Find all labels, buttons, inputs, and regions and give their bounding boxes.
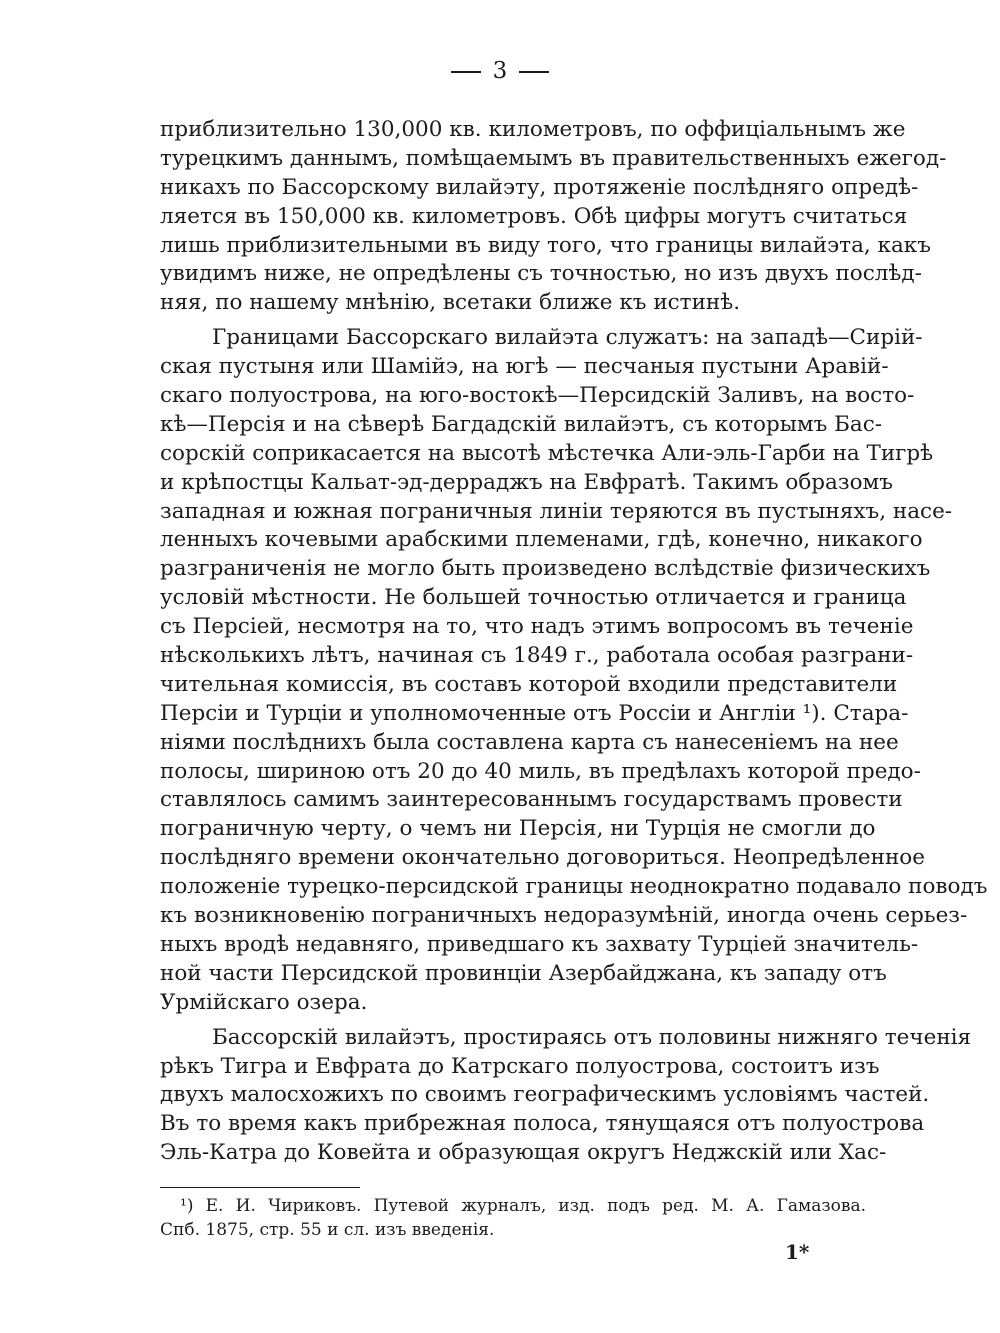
text-line: съ Персіей, несмотря на то, что надъ этимъ вопросомъ въ теченіе [160, 614, 914, 640]
text-line: приблизительно 130,000 кв. километровъ, по оффиціальнымъ же [160, 117, 906, 142]
text-line: скаго полуострова, на юго-востокѣ—Персидскій Заливъ, на восто- [160, 383, 915, 409]
page-header [0, 58, 1000, 84]
footnote-line: Спб. 1875, стр. 55 и сл. изъ введенія. [160, 1220, 495, 1240]
text-line: кѣ—Персія и на сѣверѣ Багдадскій вилайэтъ, съ которымъ Бас- [160, 411, 883, 437]
paragraph-1 [160, 116, 947, 318]
footnotes [160, 1194, 866, 1242]
text-line: ныхъ вродѣ недавняго, приведшаго къ захвату Турціей значитель- [160, 931, 919, 957]
text-line: турецкимъ даннымъ, помѣщаемымъ въ правительственныхъ ежегод- [160, 145, 947, 171]
text-line: Персіи и Турціи и уполномоченные отъ Россіи и Англіи ¹). Стара- [160, 700, 909, 726]
text-line: чительная комиссія, въ составъ которой входили представители [160, 671, 898, 697]
text-line: ніями послѣднихъ была составлена карта съ нанесеніемъ на нее [160, 729, 899, 755]
text-line: Въ то время какъ прибрежная полоса, тянущаяся отъ полуострова [160, 1111, 925, 1137]
paragraph-3 [160, 1024, 972, 1168]
text-line: ной части Персидской провинціи Азербайджана, къ западу отъ [160, 960, 887, 986]
signature-mark: 1* [785, 1240, 810, 1264]
body-text [160, 116, 988, 1168]
text-line: Урмійскаго озера. [160, 989, 368, 1015]
footnote-divider [160, 1187, 360, 1188]
text-line: Границами Бассорскаго вилайэта служатъ: на западѣ—Сирій- [212, 325, 923, 351]
paragraph-2 [160, 324, 988, 1017]
text-line: и крѣпостцы Кальат-эд-дерраджъ на Евфратѣ. Такимъ образомъ [160, 469, 893, 495]
text-line: послѣдняго времени окончательно договориться. Неопредѣленное [160, 845, 925, 871]
text-line: разграниченія не могло быть произведено вслѣдствіе физическихъ [160, 556, 931, 582]
text-line: Эль-Катра до Ковейта и образующая округъ Неджскій или Хас- [160, 1140, 887, 1166]
text-line: рѣкъ Тигра и Евфрата до Катрскаго полуострова, состоитъ изъ [160, 1053, 880, 1079]
text-line: ставлялось самимъ заинтересованнымъ государствамъ провести [160, 787, 903, 813]
text-line: лишь приблизительными въ виду того, что границы вилайэта, какъ [160, 232, 931, 258]
text-line: западная и южная пограничныя линіи теряются въ пустыняхъ, насе- [160, 498, 953, 524]
header-dash-right [519, 71, 549, 73]
text-line: няя, по нашему мнѣнію, всетаки ближе къ истинѣ. [160, 290, 741, 316]
text-line: никахъ по Бассорскому вилайэту, протяженіе послѣдняго опредѣ- [160, 174, 919, 200]
text-line: Бассорскій вилайэтъ, простираясь отъ половины нижняго теченія [212, 1024, 972, 1050]
text-line: условій мѣстности. Не большей точностью отличается и граница [160, 585, 907, 611]
text-line: двухъ малосхожихъ по своимъ географическимъ условіямъ частей. [160, 1082, 930, 1108]
header-dash-left [451, 71, 481, 73]
text-line: ленныхъ кочевыми арабскими племенами, гдѣ, конечно, никакого [160, 527, 923, 553]
text-line: къ возникновенію пограничныхъ недоразумѣній, иногда очень серьез- [160, 903, 968, 929]
text-line: полосы, шириною отъ 20 до 40 миль, въ предѣлахъ которой предо- [160, 758, 921, 784]
text-line: увидимъ ниже, не опредѣлены съ точностью, но изъ двухъ послѣд- [160, 261, 922, 287]
page-number: 3 [492, 58, 508, 84]
text-line: положеніе турецко-персидской границы неоднократно подавало поводъ [160, 874, 988, 900]
text-line: ская пустыня или Шамійэ, на югѣ — песчаныя пустыни Аравій- [160, 354, 889, 380]
footnote-line: ¹) Е. И. Чириковъ. Путевой журналъ, изд. подъ ред. М. А. Гамазова. [180, 1196, 866, 1216]
text-line: пограничную черту, о чемъ ни Персія, ни Турція не смогли до [160, 816, 876, 842]
text-line: сорскій соприкасается на высотѣ мѣстечка Али-эль-Гарби на Тигрѣ [160, 440, 934, 466]
text-line: нѣсколькихъ лѣтъ, начиная съ 1849 г., работала особая разграни- [160, 643, 914, 669]
text-line: ляется въ 150,000 кв. километровъ. Обѣ цифры могутъ считаться [160, 203, 908, 229]
